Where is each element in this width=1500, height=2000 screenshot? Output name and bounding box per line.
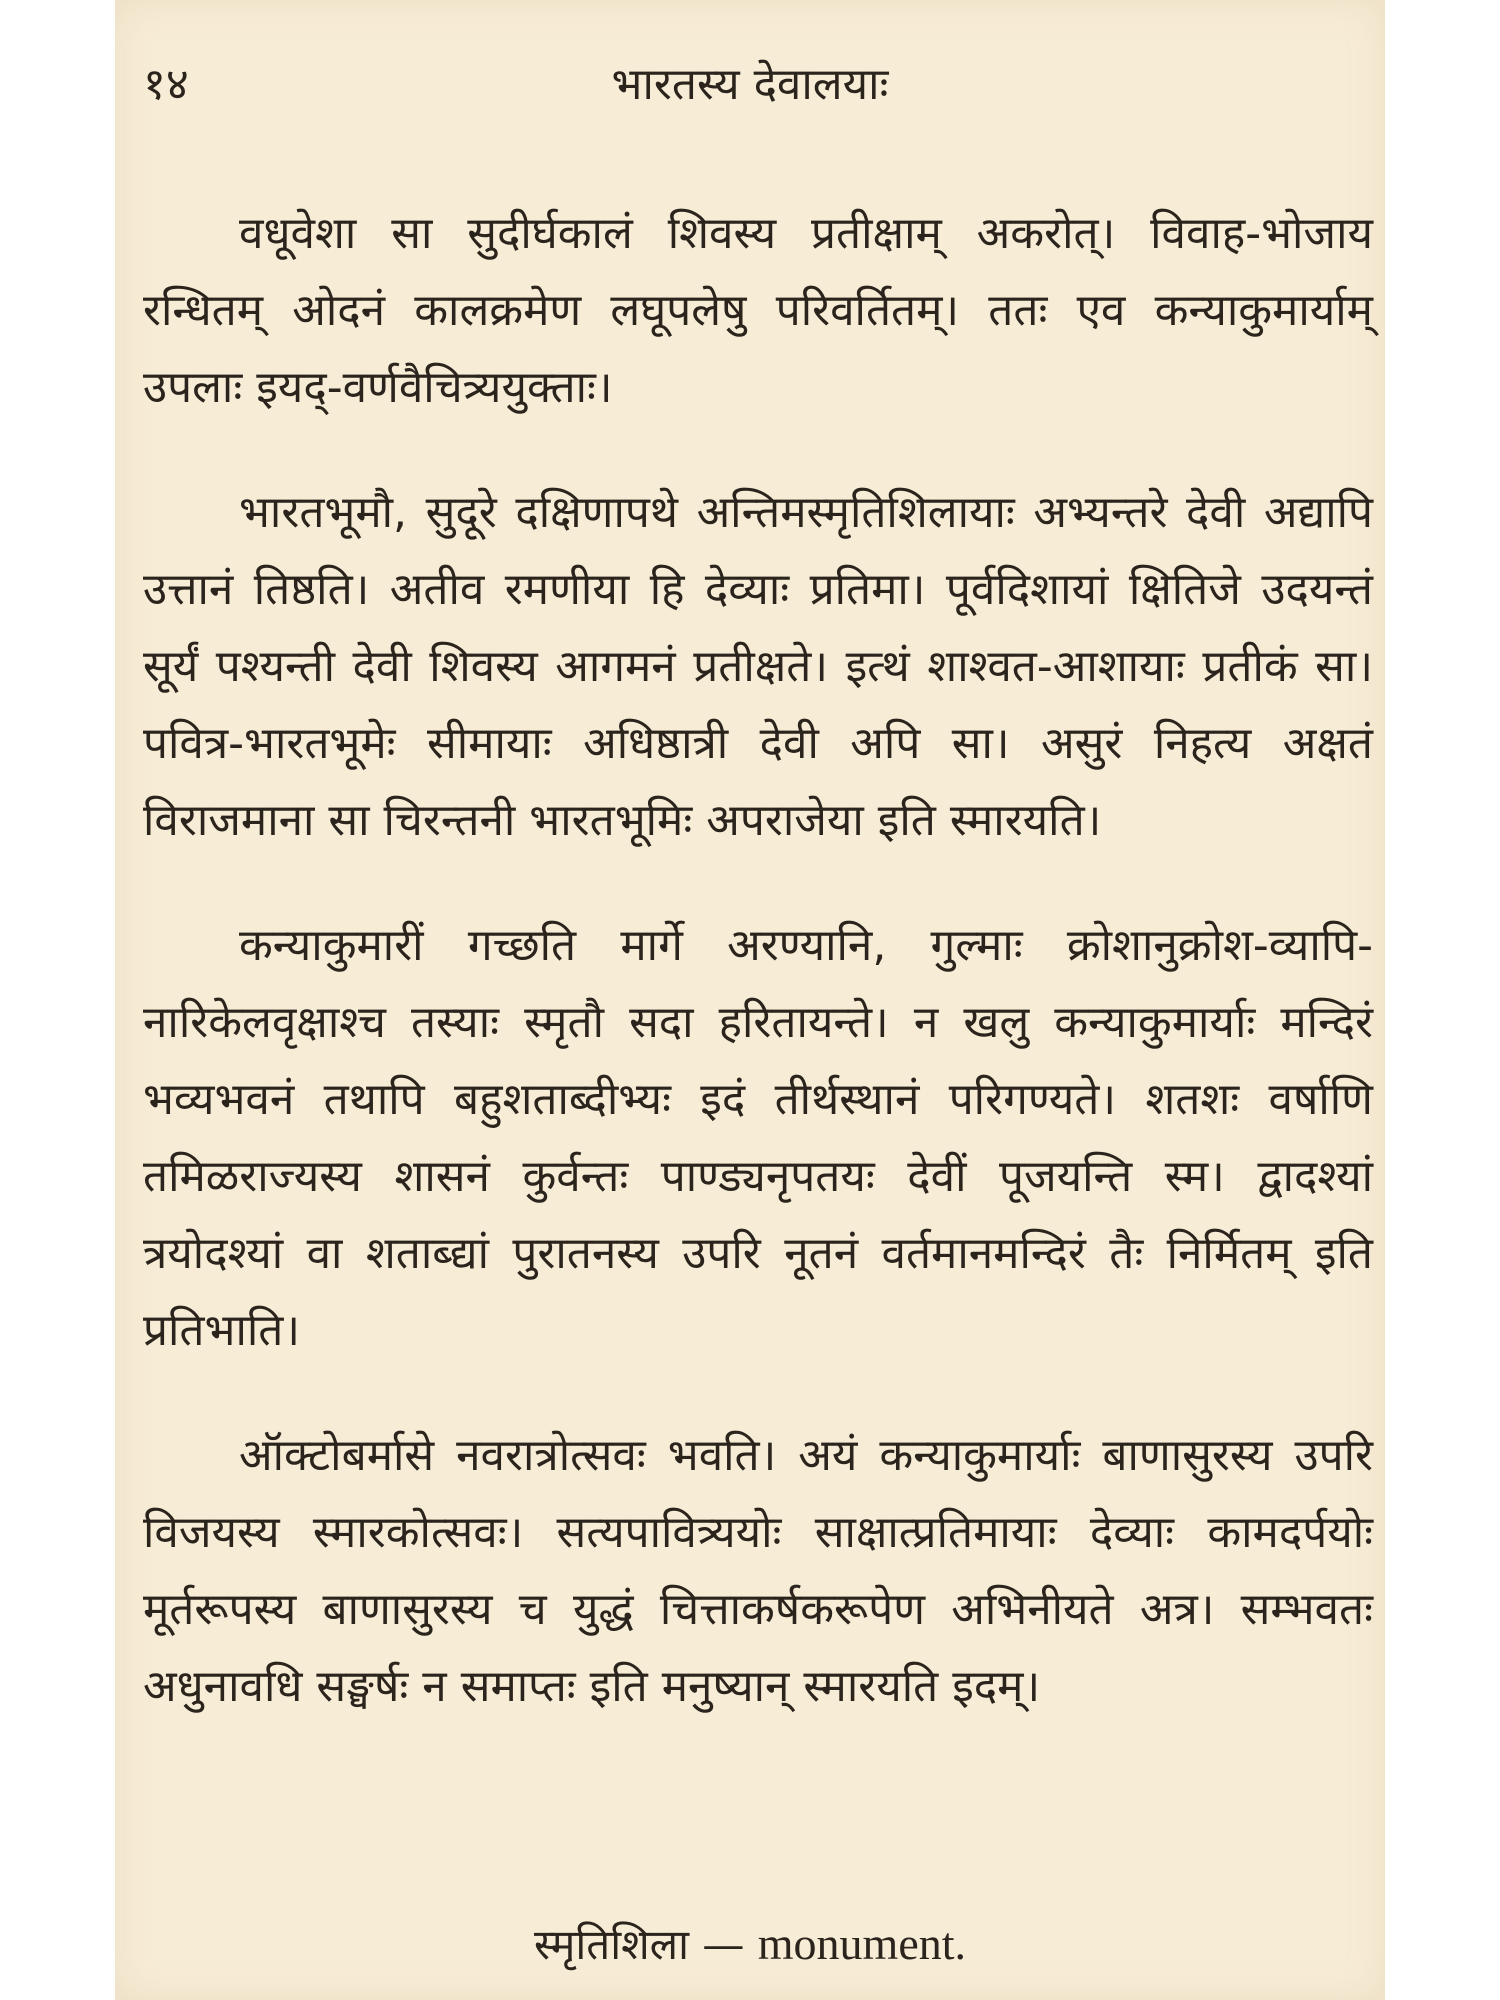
page-header (143, 52, 1357, 112)
running-title: भारतस्य देवालयाः (611, 59, 889, 110)
paragraph-2: भारतभूमौ, सुदूरे दक्षिणापथे अन्तिमस्मृतिशिलायाः अभ्यन्तरे देवी अद्यापि उत्तानं तिष्ठति। अतीव रमणीया हि देव्याः प्रतिमा। पूर्वदिशायां क्षितिजे उदयन्तं सूर्यं पश्यन्ती देवी शिवस्य आगमनं प्रतीक्षते। इत्थं शाश्वत-आशायाः प्रतीकं सा। पवित्र-भारतभूमेः सीमायाः अधिष्ठात्री देवी अपि सा। असुरं निहत्य अक्षतं विराजमाना सा चिरन्तनी भारतभूमिः अपराजेया इति स्मारयति। (143, 487, 1373, 846)
page-body (143, 195, 1373, 1773)
footnote-term: स्मृतिशिला (533, 1920, 690, 1969)
paragraph-4: ऑक्टोबर्मासे नवरात्रोत्सवः भवति। अयं कन्याकुमार्याः बाणासुरस्य उपरि विजयस्य स्मारकोत्सवः। सत्यपावित्र्ययोः साक्षात्प्रतिमायाः देव्याः कामदर्पयोः मूर्तरूपस्य बाणासुरस्य च युद्धं चित्ताकर्षकरूपेण अभिनीयते अत्र। सम्भवतः अधुनावधि सङ्घर्षः न समाप्तः इति मनुष्यान् स्मारयति इदम्। (143, 1430, 1373, 1712)
footnote-dash: — (702, 1920, 745, 1969)
paragraph-3: कन्याकुमारीं गच्छति मार्गे अरण्यानि, गुल्माः क्रोशानुक्रोश-व्यापि-नारिकेलवृक्षाश्च तस्याः स्मृतौ सदा हरितायन्ते। न खलु कन्याकुमार्याः मन्दिरं भव्यभवनं तथापि बहुशताब्दीभ्यः इदं तीर्थस्थानं परिगण्यते। शतशः वर्षाणि तमिळराज्यस्य शासनं कुर्वन्तः पाण्ड्यनृपतयः देवीं पूजयन्ति स्म। द्वादश्यां त्रयोदश्यां वा शताब्द्यां पुरातनस्य उपरि नूतनं वर्तमानमन्दिरं तैः निर्मितम् इति प्रतिभाति। (143, 920, 1373, 1356)
page-number: १४ (143, 59, 189, 110)
footnote-gloss: monument. (757, 1918, 967, 1969)
paragraph-1: वधूवेशा सा सुदीर्घकालं शिवस्य प्रतीक्षाम् अकरोत्। विवाह-भोजाय रन्धितम् ओदनं कालक्रमेण लघूपलेषु परिवर्तितम्। ततः एव कन्याकुमार्याम् उपलाः इयद्-वर्णवैचित्र्ययुक्ताः। (143, 208, 1373, 413)
book-page (115, 0, 1385, 2000)
footnote (115, 1915, 1385, 1972)
